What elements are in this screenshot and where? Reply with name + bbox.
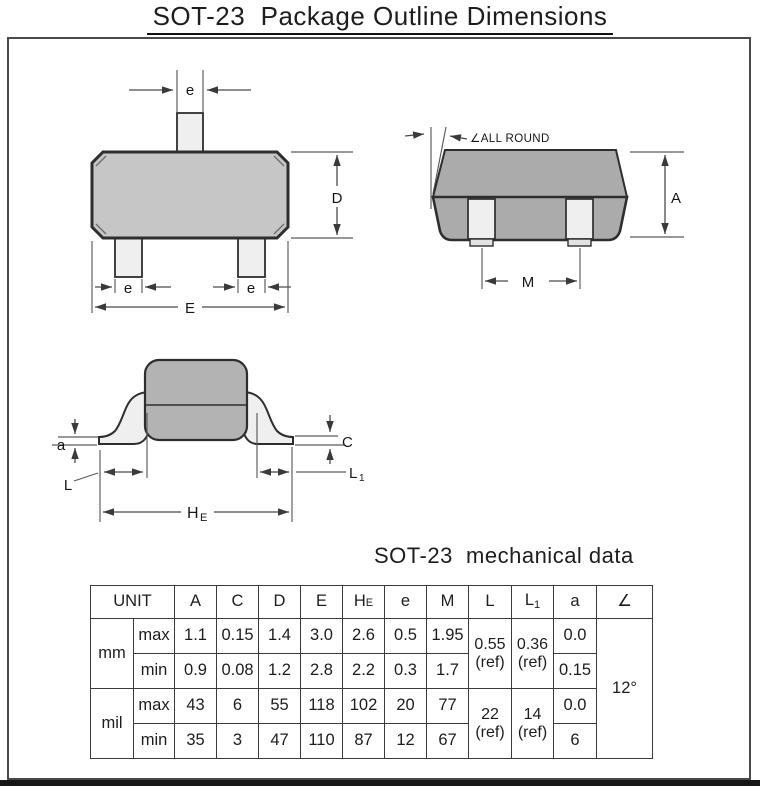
side-label-M: M	[521, 274, 535, 291]
front-label-e-top: e	[185, 82, 195, 99]
mm-max-M: 1.95	[427, 619, 469, 654]
section-label-HE-sub: E	[200, 512, 208, 524]
mm-min-HE: 2.2	[343, 654, 385, 689]
header-C: C	[217, 586, 259, 619]
mm-L-ref: 0.55 (ref)	[469, 619, 512, 689]
front-top-pin	[177, 113, 203, 153]
mil-min-HE: 87	[343, 724, 385, 759]
mm-min-A: 0.9	[175, 654, 217, 689]
mm-min-a: 0.15	[554, 654, 597, 689]
front-label-e-bottom-right: e	[246, 280, 256, 297]
mil-min-label: min	[134, 724, 175, 759]
side-body-front-face	[433, 197, 627, 240]
table-title: SOT-23 mechanical data	[374, 543, 634, 568]
mm-max-e: 0.5	[385, 619, 427, 654]
front-label-e-bottom-left: e	[123, 280, 133, 297]
section-label-L: L	[63, 477, 73, 494]
mm-max-E: 3.0	[301, 619, 343, 654]
section-label-L1-sub: 1	[359, 473, 365, 484]
side-pin-left	[468, 199, 495, 239]
mm-max-C: 0.15	[217, 619, 259, 654]
side-label-all-round: ∠ALL ROUND	[470, 133, 550, 145]
header-HE: HE	[343, 586, 385, 619]
header-M: M	[427, 586, 469, 619]
front-label-D: D	[331, 190, 343, 207]
row-mm-max	[91, 619, 653, 654]
unit-mm: mm	[91, 619, 134, 689]
mil-max-A: 43	[175, 689, 217, 724]
table-header-row	[91, 586, 653, 619]
front-package-body	[92, 152, 288, 238]
mil-max-E: 118	[301, 689, 343, 724]
side-label-A: A	[671, 190, 682, 207]
side-body-top-face	[433, 150, 627, 197]
page-title: SOT-23 Package Outline Dimensions	[147, 1, 614, 35]
mm-L1-ref: 0.36 (ref)	[512, 619, 554, 689]
header-a-dim: a	[554, 586, 597, 619]
mil-min-E: 110	[301, 724, 343, 759]
angle-value: 12°	[597, 619, 653, 759]
mil-L1-ref: 14 (ref)	[512, 689, 554, 759]
header-L: L	[469, 586, 512, 619]
section-view	[52, 360, 365, 524]
mil-min-C: 3	[217, 724, 259, 759]
mil-min-D: 47	[259, 724, 301, 759]
header-L1: L1	[512, 586, 554, 619]
row-mil-min	[91, 724, 653, 759]
section-package-body	[145, 360, 247, 440]
unit-mil: mil	[91, 689, 134, 759]
header-unit: UNIT	[91, 586, 175, 619]
side-view	[405, 127, 684, 291]
mil-min-A: 35	[175, 724, 217, 759]
header-D: D	[259, 586, 301, 619]
row-mm-min	[91, 654, 653, 689]
mm-min-C: 0.08	[217, 654, 259, 689]
mm-min-E: 2.8	[301, 654, 343, 689]
header-A: A	[175, 586, 217, 619]
mm-min-D: 1.2	[259, 654, 301, 689]
mil-max-D: 55	[259, 689, 301, 724]
mil-min-a: 6	[554, 724, 597, 759]
mm-max-a: 0.0	[554, 619, 597, 654]
mm-min-e: 0.3	[385, 654, 427, 689]
front-bottom-pin-right	[238, 238, 265, 277]
section-label-L1-main: L	[349, 465, 358, 482]
mm-max-D: 1.4	[259, 619, 301, 654]
section-label-HE-main: H	[187, 505, 199, 522]
mil-max-a: 0.0	[554, 689, 597, 724]
mm-max-HE: 2.6	[343, 619, 385, 654]
front-bottom-pin-left	[115, 238, 142, 277]
side-pin-right-foot	[568, 239, 591, 246]
mm-min-label: min	[134, 654, 175, 689]
mil-L-ref: 22 (ref)	[469, 689, 512, 759]
mil-min-e: 12	[385, 724, 427, 759]
side-pin-left-foot	[470, 239, 493, 246]
mm-max-label: max	[134, 619, 175, 654]
front-label-E: E	[184, 300, 196, 317]
header-E: E	[301, 586, 343, 619]
header-e-pitch: e	[385, 586, 427, 619]
mil-max-C: 6	[217, 689, 259, 724]
mil-max-e: 20	[385, 689, 427, 724]
mm-min-M: 1.7	[427, 654, 469, 689]
row-mil-max	[91, 689, 653, 724]
mil-max-HE: 102	[343, 689, 385, 724]
front-view	[92, 70, 353, 317]
header-angle: ∠	[597, 586, 653, 619]
mil-max-M: 77	[427, 689, 469, 724]
mechanical-data-table	[90, 585, 653, 759]
mm-max-A: 1.1	[175, 619, 217, 654]
side-pin-right	[566, 199, 593, 239]
section-label-a: a	[56, 437, 66, 454]
mil-max-label: max	[134, 689, 175, 724]
mil-min-M: 67	[427, 724, 469, 759]
section-label-C: C	[342, 434, 353, 451]
